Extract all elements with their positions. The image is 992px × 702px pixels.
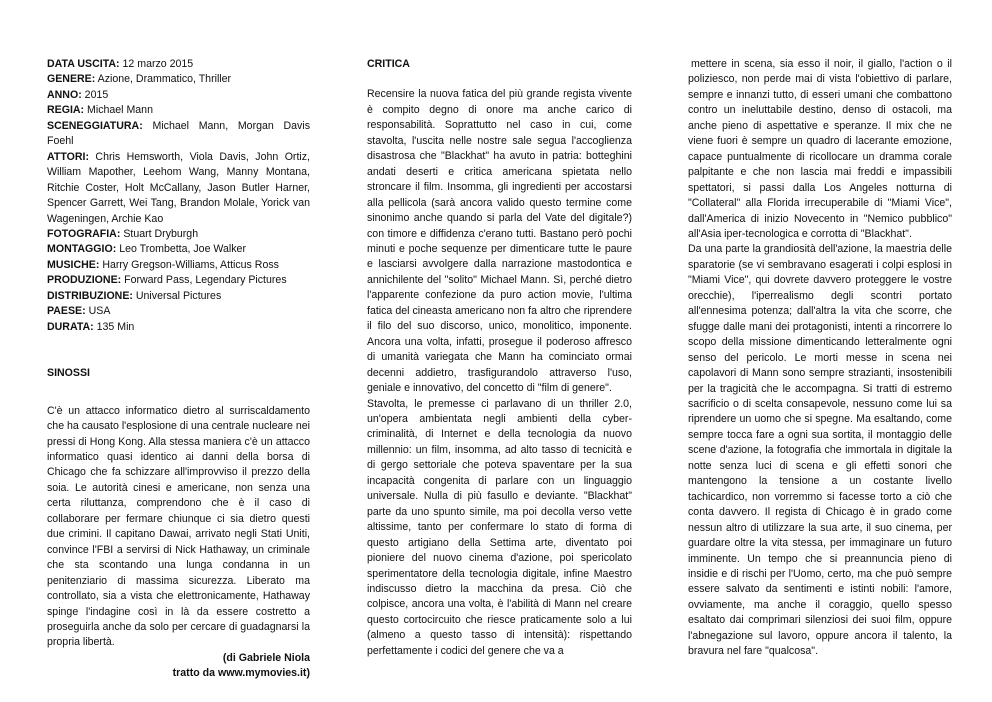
film-details (47, 57, 310, 335)
detail-line (47, 103, 310, 118)
detail-value: 2015 (81, 88, 109, 101)
detail-label: DISTRIBUZIONE: (47, 289, 133, 302)
critica-heading: CRITICA (367, 58, 410, 70)
detail-value: Michael Mann (84, 104, 153, 117)
detail-label: ANNO: (47, 88, 82, 101)
detail-value: Stuart Dryburgh (120, 227, 199, 240)
credit-source: tratto da www.mymovies.it) (172, 667, 310, 680)
critica-paragraph-4: Da una parte la grandiosità dell'azione, la maestria delle sparatorie (se vi sembravano esagerati i colpi esplosi in "Miami Vice", qui dovrete davvero proteggere le vostre orecchie), l'iperrealismo degli scontri portato all'ennesima potenza; dall'altra la vita che scorre, che sfugge dalle mani dei protagonisti, intenti a rincorrere lo scopo della missione dimenticando letteralmente ogni senso del pericolo. Le morti messe in scena nei capolavori di Mann sono sempre strazianti, insostenibili per la tragicità che le accompagna. Si tratti di estremo sacrificio o di scelta consapevole, nessuno come lui sa riprendere un uomo che si spegne. Ma esaltando, come sempre tocca fare a ogni sua sortita, il montaggio delle scene d'azione, la fotografia che immortala in digitale la notte senza luci di scena e gli effetti sonori che mantengono la tensione a un costante livello tachicardico, non vorremmo si facesse torto a ciò che conta davvero. Il regista di Chicago è in grado come nessun altro di utilizzare la sua arte, il suo cinema, per guardare oltre la vita stessa, per immaginare un futuro imminente. Un tempo che si preannuncia pieno di insidie e di rischi per l'Uomo, certo, ma che può sempre essere salvato da sentimenti e istinti nobili: l'amore, ovviamente, ma anche il coraggio, quello spesso esaltato dai comprimari silenziosi dei suoi film, oppure l'abnegazione sul lavoro, oppure ancora il talento, la bravura nel fare "qualcosa". (688, 243, 952, 658)
detail-label: PAESE: (47, 305, 86, 318)
detail-line (47, 273, 310, 288)
critica-column (367, 57, 632, 659)
sinossi-heading: SINOSSI (47, 367, 90, 380)
detail-value: Azione, Drammatico, Thriller (95, 73, 232, 86)
detail-line (47, 320, 310, 335)
detail-label: SCENEGGIATURA: (47, 119, 143, 132)
detail-label: FOTOGRAFIA: (47, 227, 121, 240)
detail-line (47, 258, 310, 273)
detail-label: REGIA: (47, 104, 85, 117)
detail-value: Michael Mann, Morgan Davis Foehl (47, 119, 310, 148)
detail-value: 12 marzo 2015 (119, 58, 194, 70)
detail-line (47, 88, 310, 103)
detail-value: Chris Hemsworth, Viola Davis, John Ortiz, William Mapother, Leehom Wang, Manny Montana, Ritchie Coster, Holt McCallany, Jason Butler Harner, Spencer Garrett, Wei Tang, Brandon Molale, Yorick van Wageningen, Archie Kao (47, 150, 310, 225)
detail-line (47, 150, 310, 227)
detail-value: Leo Trombetta, Joe Walker (116, 243, 246, 256)
detail-value: Forward Pass, Legendary Pictures (121, 274, 287, 287)
detail-value: Universal Pictures (132, 289, 222, 302)
detail-value: 135 Min (93, 320, 135, 333)
detail-line (47, 304, 310, 319)
details-column (47, 57, 310, 682)
detail-label: DATA USCITA: (47, 58, 120, 70)
detail-line (47, 119, 310, 150)
detail-line (47, 289, 310, 304)
critica-paragraph-1: Recensire la nuova fatica del più grande regista vivente è compito degno di onore ma anche carico di responsabilità. Soprattutto nel caso in cui, come stavolta, l'uscita nelle nostre sale segua l'accoglienza disastrosa che "Blackhat" ha avuto in patria: botteghini andati deserti e critica americana spietata nello stroncare il film. Insomma, gli ingredienti per accostarsi alla pellicola (sarà ancora valido questo termine come sinonimo anche quando si parla del Vate del digitale?) con timore e diffidenza c'erano tutti. Bastano però pochi minuti e poche sequenze per dimenticare tutte le paure e lasciarsi avvolgere dalla narrazione mastodontica e annichilente del "solito" Michael Mann. Sì, perché dietro l'apparente confezione da puro action movie, l'ultima fatica del cineasta americano non fa altro che riprendere il filo del suo discorso, unico, monolitico, imponente. Ancora una volta, infatti, prosegue il poderoso affresco di umanità variegata che Mann ha cominciato ormai decenni addietro, trasfigurandolo attraverso l'uso, geniale e innovativo, del concetto di "film di genere". (367, 88, 632, 395)
detail-line (47, 72, 310, 87)
detail-line (47, 57, 310, 72)
detail-label: PRODUZIONE: (47, 274, 122, 287)
credit-author: (di Gabriele Niola (222, 651, 310, 664)
detail-value: Harry Gregson-Williams, Atticus Ross (99, 258, 279, 271)
sinossi-text: C'è un attacco informatico dietro al surriscaldamento che ha causato l'esplosione di una centrale nucleare nei pressi di Hong Kong. Alla stessa maniera c'è un attacco informatico quasi identico ai danni della borsa di Chicago che fa schizzare all'improvviso il prezzo della soia. Le autorità cinesi e americane, non senza una certa riluttanza, comprendono che è il caso di collaborare per fermare chiunque ci sia dietro questi due crimini. Il capitano Dawai, arrivato negli Stati Uniti, convince l'FBI a servirsi di Nick Hathaway, un criminale che sta scontando una lunga condanna in un penitenziario di massima sicurezza. Liberato ma controllato, sia a vista che elettronicamente, Hathaway spinge l'indagine così in là da essere costretto a proseguirla anche da solo per cercare di guadagnarsi la propria libertà. (47, 404, 310, 649)
detail-label: MUSICHE: (47, 258, 100, 271)
critica-paragraph-2: Stavolta, le premesse ci parlavano di un thriller 2.0, un'opera ambientata negli ambienti della cyber-criminalità, di Internet e della tecnologia da nuovo millennio: un film, insomma, ad alto tasso di tecnicità e di gergo settoriale che poteva spaventare per la sua incapacità congenita di parlare con un linguaggio universale. Nulla di più fasullo e deviante. "Blackhat" parte da uno spunto simile, ma poi decolla verso vette altissime, tanto per confermare lo stato di forma di questo artigiano della Settima arte, diventato poi pioniere del nuovo cinema d'azione, poi spericolato sperimentatore della tecnologia digitale, infine Maestro indiscusso dietro la macchina da presa. Ciò che colpisce, ancora una volta, è l'abilità di Mann nel creare questo cortocircuito che riesce praticamente solo a lui (almeno a questo tasso di intensità): rispettando perfettamente i codici del genere che va a (367, 397, 632, 657)
detail-line (47, 242, 310, 257)
detail-label: GENERE: (47, 73, 96, 86)
detail-line (47, 227, 310, 242)
detail-label: DURATA: (47, 320, 94, 333)
detail-label: MONTAGGIO: (47, 243, 117, 256)
critica-continued-column (688, 57, 952, 660)
detail-value: USA (85, 305, 111, 318)
detail-label: ATTORI: (47, 150, 89, 163)
critica-paragraph-3: mettere in scena, sia esso il noir, il giallo, l'action o il poliziesco, non perde mai di vista l'obiettivo di parlare, sempre e innanzi tutto, di esseri umani che combattono contro un ineluttabile destino, denso di ostacoli, ma anche pieno di aspettative e speranze. Il mix che ne viene fuori è sempre un quadro di lacerante emozione, capace puntualmente di ricollocare un dramma corale palpitante e che non lascia mai freddi e impassibili spettatori, si passi dalla Los Angeles notturna di "Collateral" alla Florida irrecuperabile di "Miami Vice", dall'America di inizio Novecento in "Nemico pubblico" all'Asia iper-tecnologica e corrotta di "Blackhat". (688, 58, 952, 240)
